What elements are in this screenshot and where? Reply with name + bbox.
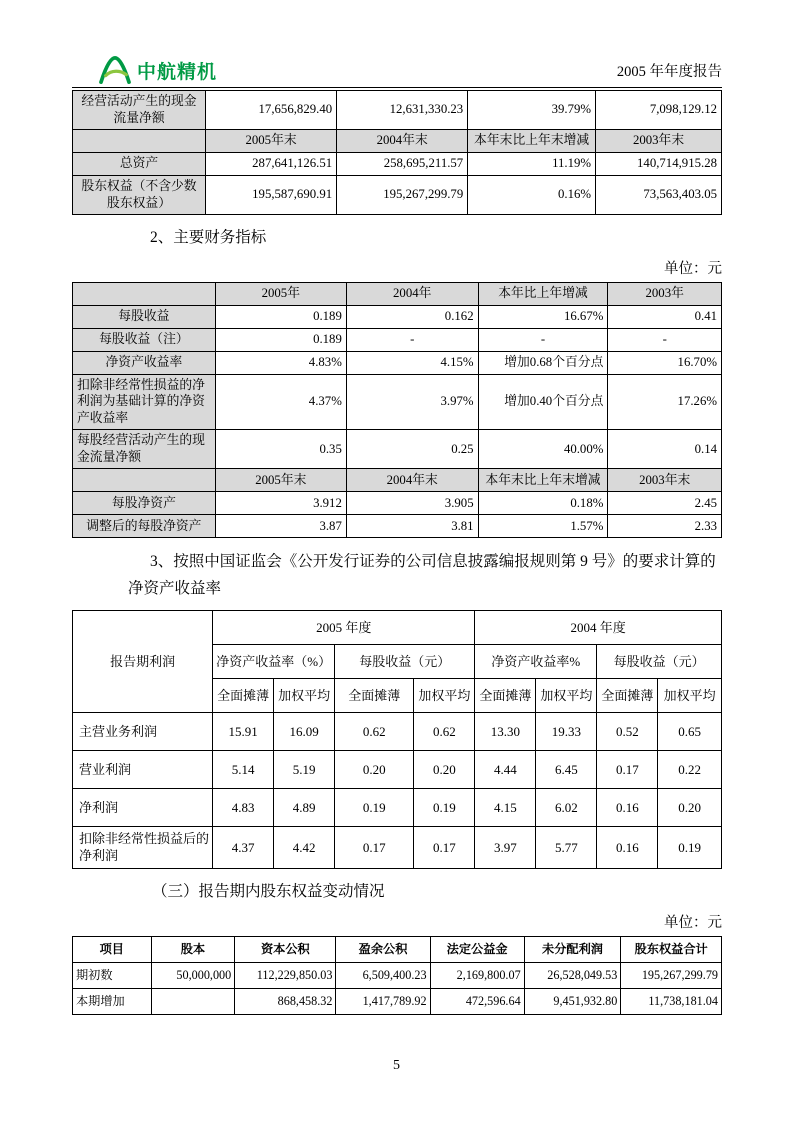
cell: 0.65 (658, 713, 722, 751)
year-header: 2004 年度 (475, 611, 722, 645)
cell: 40.00% (478, 430, 608, 469)
metric-header: 每股收益（元） (597, 645, 722, 679)
cell: 3.905 (346, 492, 478, 515)
table-header-row (73, 611, 722, 645)
table-row (73, 374, 722, 430)
accounting-data-table (72, 90, 722, 215)
unit-label: 单位：元 (664, 914, 722, 931)
col-header: 股本 (151, 936, 235, 962)
cell: - (478, 328, 608, 351)
col-header: 2004年末 (337, 129, 468, 152)
row-label: 扣除非经常性损益的净利润为基础计算的净资产收益率 (73, 374, 216, 430)
row-label: 每股收益 (73, 305, 216, 328)
cell: 258,695,211.57 (337, 152, 468, 175)
cell: 16.09 (274, 713, 335, 751)
row-label: 调整后的每股净资产 (73, 515, 216, 538)
cell: 增加0.68个百分点 (478, 351, 608, 374)
cell: 39.79% (468, 91, 596, 130)
cell: 3.81 (346, 515, 478, 538)
company-logo (72, 56, 217, 84)
company-name: 中航精机 (137, 61, 218, 83)
cell: 0.189 (215, 305, 346, 328)
cell: 0.189 (215, 328, 346, 351)
row-label: 每股净资产 (73, 492, 216, 515)
table-row (73, 351, 722, 374)
row-label: 经营活动产生的现金流量净额 (73, 91, 206, 130)
page-number: 5 (393, 1058, 400, 1073)
table-row (73, 515, 722, 538)
table-row (73, 713, 722, 751)
col-header: 2004年 (346, 282, 478, 305)
cell: 3.97% (346, 374, 478, 430)
company-logo-icon (98, 56, 132, 84)
table-row (73, 305, 722, 328)
method-header: 加权平均 (658, 679, 722, 713)
row-label: 净利润 (73, 789, 213, 827)
table-row (73, 328, 722, 351)
row-label: 每股收益（注） (73, 328, 216, 351)
table-row (73, 962, 722, 988)
metric-header: 净资产收益率（%） (213, 645, 335, 679)
cell: 0.16 (597, 827, 658, 868)
col-header: 法定公益金 (430, 936, 524, 962)
method-header: 加权平均 (536, 679, 597, 713)
cell: 73,563,403.05 (596, 175, 722, 214)
cell: - (346, 328, 478, 351)
equity-change-table (72, 936, 722, 1015)
cell: 6.45 (536, 751, 597, 789)
cell: 195,267,299.79 (621, 962, 722, 988)
cell: 3.97 (475, 827, 536, 868)
cell: 4.15 (475, 789, 536, 827)
metric-header: 每股收益（元） (335, 645, 475, 679)
row-label: 总资产 (73, 152, 206, 175)
table-row (73, 751, 722, 789)
cell: 0.16% (468, 175, 596, 214)
method-header: 加权平均 (274, 679, 335, 713)
cell: 4.37 (213, 827, 274, 868)
col-header: 未分配利润 (524, 936, 621, 962)
cell: - (608, 328, 722, 351)
cell: 0.19 (658, 827, 722, 868)
cell: 26,528,049.53 (524, 962, 621, 988)
row-label: 期初数 (73, 962, 152, 988)
cell: 9,451,932.80 (524, 988, 621, 1014)
cell: 0.35 (215, 430, 346, 469)
cell: 7,098,129.12 (596, 91, 722, 130)
table-header-row (73, 282, 722, 305)
col-header: 盈余公积 (336, 936, 430, 962)
row-label: 扣除非经常性损益后的净利润 (73, 827, 213, 868)
method-header: 加权平均 (414, 679, 475, 713)
col-header: 项目 (73, 936, 152, 962)
cell: 0.17 (335, 827, 414, 868)
cell: 增加0.40个百分点 (478, 374, 608, 430)
col-header: 股东权益合计 (621, 936, 722, 962)
cell: 0.52 (597, 713, 658, 751)
col-header: 2003年末 (608, 469, 722, 492)
col-header: 本年比上年增减 (478, 282, 608, 305)
cell: 1.57% (478, 515, 608, 538)
cell: 0.20 (658, 789, 722, 827)
cell: 3.87 (215, 515, 346, 538)
method-header: 全面摊薄 (213, 679, 274, 713)
cell: 0.62 (335, 713, 414, 751)
col-header: 2003年末 (596, 129, 722, 152)
cell: 11,738,181.04 (621, 988, 722, 1014)
cell (151, 988, 235, 1014)
row-label: 每股经营活动产生的现金流量净额 (73, 430, 216, 469)
cell: 0.19 (414, 789, 475, 827)
cell: 11.19% (468, 152, 596, 175)
cell: 4.37% (215, 374, 346, 430)
financial-indicators-table (72, 282, 722, 538)
corner-cell (73, 129, 206, 152)
cell: 19.33 (536, 713, 597, 751)
col-header: 本年末比上年末增减 (478, 469, 608, 492)
cell: 0.18% (478, 492, 608, 515)
cell: 13.30 (475, 713, 536, 751)
cell: 12,631,330.23 (337, 91, 468, 130)
cell: 4.83% (215, 351, 346, 374)
section-heading-3: 3、按照中国证监会《公开发行证券的公司信息披露编报规则第 9 号》的要求计算的净资产收益率 (128, 553, 716, 598)
method-header: 全面摊薄 (335, 679, 414, 713)
cell: 0.17 (597, 751, 658, 789)
cell: 472,596.64 (430, 988, 524, 1014)
cell: 112,229,850.03 (235, 962, 336, 988)
method-header: 全面摊薄 (597, 679, 658, 713)
corner-cell (73, 469, 216, 492)
cell: 287,641,126.51 (206, 152, 337, 175)
cell: 5.19 (274, 751, 335, 789)
section-heading-equity-change: （三）报告期内股东权益变动情况 (152, 882, 385, 900)
col-header: 资本公积 (235, 936, 336, 962)
cell: 16.67% (478, 305, 608, 328)
cell: 2.33 (608, 515, 722, 538)
table-row (73, 175, 722, 214)
row-label: 净资产收益率 (73, 351, 216, 374)
cell: 4.42 (274, 827, 335, 868)
cell: 6.02 (536, 789, 597, 827)
cell: 4.83 (213, 789, 274, 827)
cell: 2.45 (608, 492, 722, 515)
cell: 0.25 (346, 430, 478, 469)
col-header: 2005年末 (215, 469, 346, 492)
cell: 50,000,000 (151, 962, 235, 988)
table-row (73, 152, 722, 175)
cell: 0.17 (414, 827, 475, 868)
cell: 868,458.32 (235, 988, 336, 1014)
table-header-row (73, 129, 722, 152)
cell: 140,714,915.28 (596, 152, 722, 175)
row-label: 主营业务利润 (73, 713, 213, 751)
col-header: 2003年 (608, 282, 722, 305)
cell: 0.162 (346, 305, 478, 328)
table-row (73, 988, 722, 1014)
col-header: 本年末比上年末增减 (468, 129, 596, 152)
report-title: 2005 年年度报告 (616, 64, 722, 80)
row-label: 本期增加 (73, 988, 152, 1014)
page-content (72, 56, 722, 1015)
cell: 1,417,789.92 (336, 988, 430, 1014)
cell: 5.77 (536, 827, 597, 868)
cell: 0.20 (335, 751, 414, 789)
table-header-row (73, 936, 722, 962)
table-row (73, 91, 722, 130)
unit-label: 单位：元 (664, 260, 722, 277)
section-heading-2: 2、主要财务指标 (150, 228, 267, 246)
col-header: 2005年 (215, 282, 346, 305)
corner-cell (73, 282, 216, 305)
corner-header: 报告期利润 (73, 611, 213, 713)
table-header-row (73, 469, 722, 492)
cell: 2,169,800.07 (430, 962, 524, 988)
cell: 0.14 (608, 430, 722, 469)
cell: 4.15% (346, 351, 478, 374)
cell: 0.62 (414, 713, 475, 751)
page-header (72, 56, 722, 88)
col-header: 2004年末 (346, 469, 478, 492)
row-label: 营业利润 (73, 751, 213, 789)
cell: 0.22 (658, 751, 722, 789)
table-row (73, 430, 722, 469)
year-header: 2005 年度 (213, 611, 475, 645)
cell: 17,656,829.40 (206, 91, 337, 130)
cell: 0.19 (335, 789, 414, 827)
cell: 16.70% (608, 351, 722, 374)
cell: 4.89 (274, 789, 335, 827)
table-row (73, 789, 722, 827)
col-header: 2005年末 (206, 129, 337, 152)
cell: 4.44 (475, 751, 536, 789)
cell: 195,587,690.91 (206, 175, 337, 214)
cell: 17.26% (608, 374, 722, 430)
cell: 0.20 (414, 751, 475, 789)
cell: 195,267,299.79 (337, 175, 468, 214)
metric-header: 净资产收益率% (475, 645, 597, 679)
method-header: 全面摊薄 (475, 679, 536, 713)
cell: 15.91 (213, 713, 274, 751)
cell: 6,509,400.23 (336, 962, 430, 988)
table-row (73, 827, 722, 868)
cell: 0.16 (597, 789, 658, 827)
cell: 0.41 (608, 305, 722, 328)
cell: 5.14 (213, 751, 274, 789)
row-label: 股东权益（不含少数股东权益） (73, 175, 206, 214)
cell: 3.912 (215, 492, 346, 515)
roe-eps-table (72, 610, 722, 868)
table-row (73, 492, 722, 515)
